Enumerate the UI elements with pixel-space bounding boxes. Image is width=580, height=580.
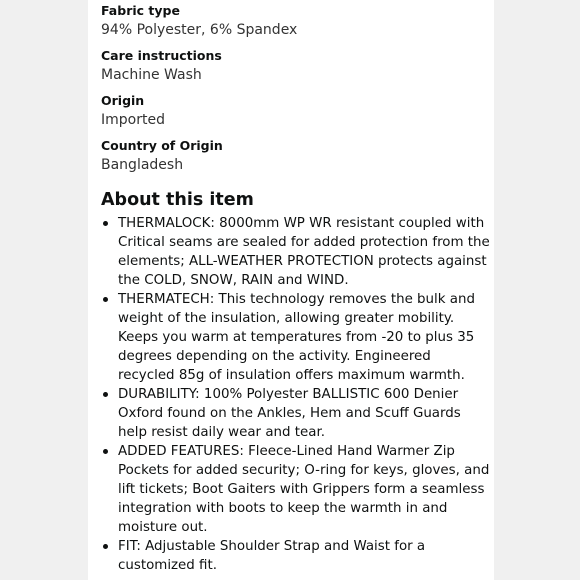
bullet-text: THERMALOCK: 8000mm WP WR resistant coupled with Critical seams are sealed for added protection from the elements; ALL-WEATHER PROTECTION protects against the COLD, SNOW, RAIN and WIND. (118, 216, 490, 288)
bullet-text: DURABILITY: 100% Polyester BALLISTIC 600 Denier Oxford found on the Ankles, Hem and Scuff Guards help resist daily wear and tear. (118, 387, 461, 440)
product-details-panel (88, 0, 494, 580)
detail-fabric-type (101, 3, 297, 40)
bullet-dot (103, 544, 108, 549)
about-bullet-list (101, 214, 491, 575)
bullet-dot (103, 449, 108, 454)
detail-value: Imported (101, 112, 165, 128)
bullet-durability (101, 385, 491, 442)
detail-value: Bangladesh (101, 157, 184, 173)
detail-value: 94% Polyester, 6% Spandex (101, 22, 298, 38)
bullet-fit (101, 537, 491, 575)
bullet-text: ADDED FEATURES: Fleece-Lined Hand Warmer Zip Pockets for added security; O-ring for keys, gloves, and lift tickets; Boot Gaiters with Grippers form a seamless integration with boots to keep the warmth in and moisture out. (118, 444, 490, 535)
bullet-text: FIT: Adjustable Shoulder Strap and Waist for a customized fit. (118, 539, 426, 573)
bullet-text: THERMATECH: This technology removes the bulk and weight of the insulation, allowing greater mobility. Keeps you warm at temperatures from -20 to plus 35 degrees depending on the activity. Engineered recycled 85g of insulation offers maximum warmth. (118, 292, 475, 383)
detail-value: Machine Wash (101, 67, 202, 83)
detail-country-of-origin (101, 138, 223, 175)
detail-label: Care instructions (101, 48, 222, 63)
bullet-thermatech (101, 290, 491, 385)
detail-label: Origin (101, 93, 145, 108)
bullet-dot (103, 221, 108, 226)
detail-label: Country of Origin (101, 138, 223, 153)
about-this-item-heading: About this item (101, 190, 254, 210)
detail-label: Fabric type (101, 3, 180, 18)
bullet-dot (103, 392, 108, 397)
bullet-dot (103, 297, 108, 302)
detail-care-instructions (101, 48, 222, 85)
bullet-added-features (101, 442, 491, 537)
detail-origin (101, 93, 165, 130)
bullet-thermalock (101, 214, 491, 290)
